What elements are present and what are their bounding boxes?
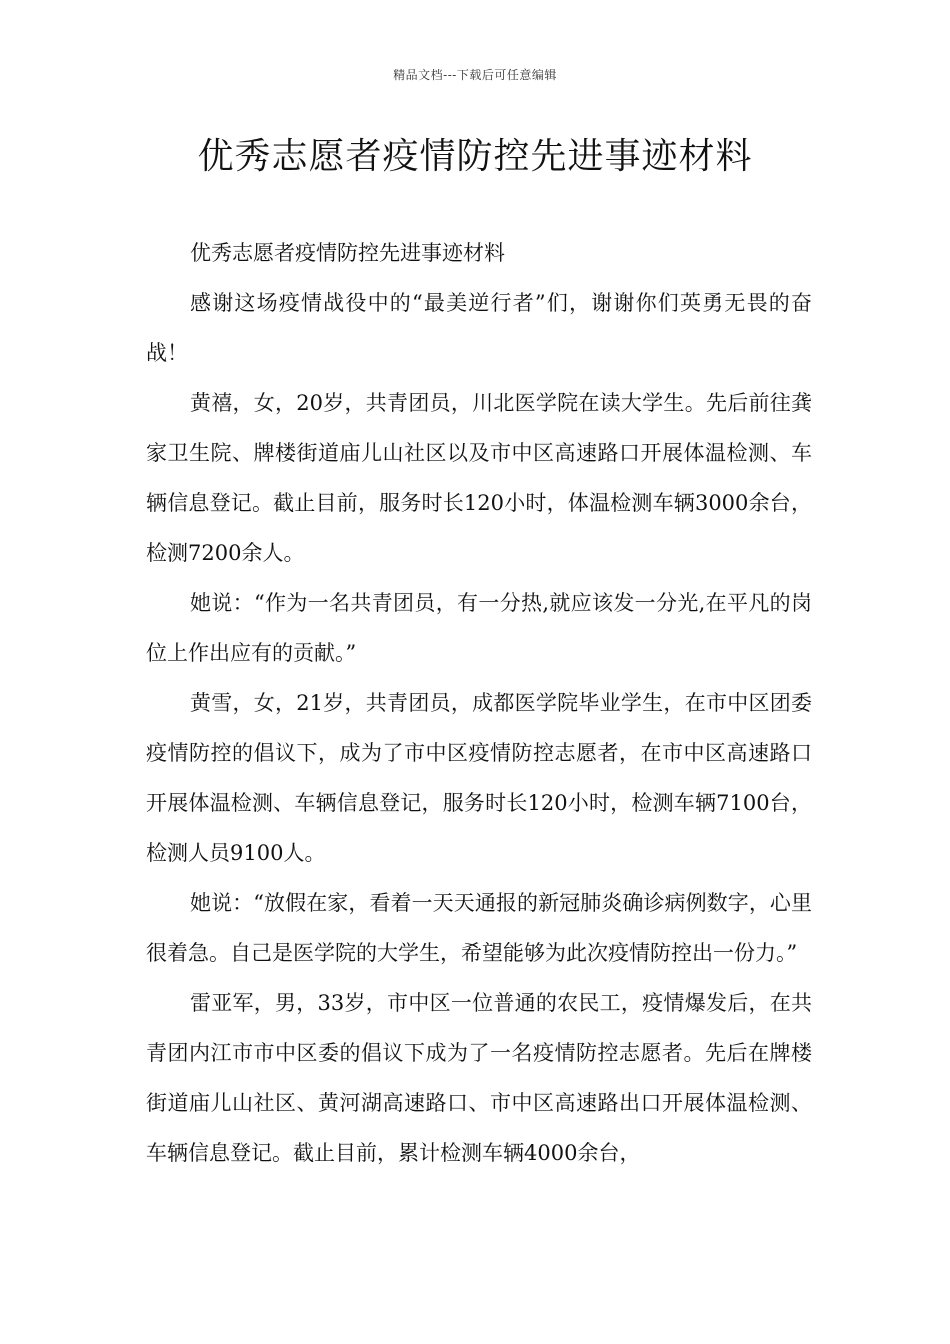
document-title: 优秀志愿者疫情防控先进事迹材料	[197, 136, 753, 177]
paragraph-huang-xue-quote: 她说：“放假在家，看着一天天通报的新冠肺炎确诊病例数字，心里很着急。自己是医学院的大学生，希望能够为此次疫情防控出一份力。”	[146, 891, 812, 965]
paragraph-huang-xi: 黄禧，女，20岁，共青团员，川北医学院在读大学生。先后前往龚家卫生院、牌楼街道庙儿山社区以及市中区高速路口开展体温检测、车辆信息登记。截止目前，服务时长120小时，体温检测车辆3000余台，检测7200余人。	[146, 391, 812, 565]
document-body	[146, 228, 812, 1178]
paragraph-huang-xi-quote: 她说：“作为一名共青团员，有一分热,就应该发一分光,在平凡的岗位上作出应有的贡献。”	[146, 591, 812, 665]
paragraph-subtitle: 优秀志愿者疫情防控先进事迹材料	[190, 241, 505, 265]
paragraph-lei-yajun: 雷亚军，男，33岁，市中区一位普通的农民工，疫情爆发后，在共青团内江市市中区委的倡议下成为了一名疫情防控志愿者。先后在牌楼街道庙儿山社区、黄河湖高速路口、市中区高速路出口开展体温检测、车辆信息登记。截止目前，累计检测车辆4000余台，	[146, 991, 812, 1165]
paragraph-thanks: 感谢这场疫情战役中的“最美逆行者”们，谢谢你们英勇无畏的奋战！	[146, 291, 812, 365]
header-note: 精品文档---下载后可任意编辑	[393, 68, 557, 82]
paragraph-huang-xue: 黄雪，女，21岁，共青团员，成都医学院毕业学生，在市中区团委疫情防控的倡议下，成为了市中区疫情防控志愿者，在市中区高速路口开展体温检测、车辆信息登记，服务时长120小时，检测车辆7100台，检测人员9100人。	[146, 691, 812, 865]
